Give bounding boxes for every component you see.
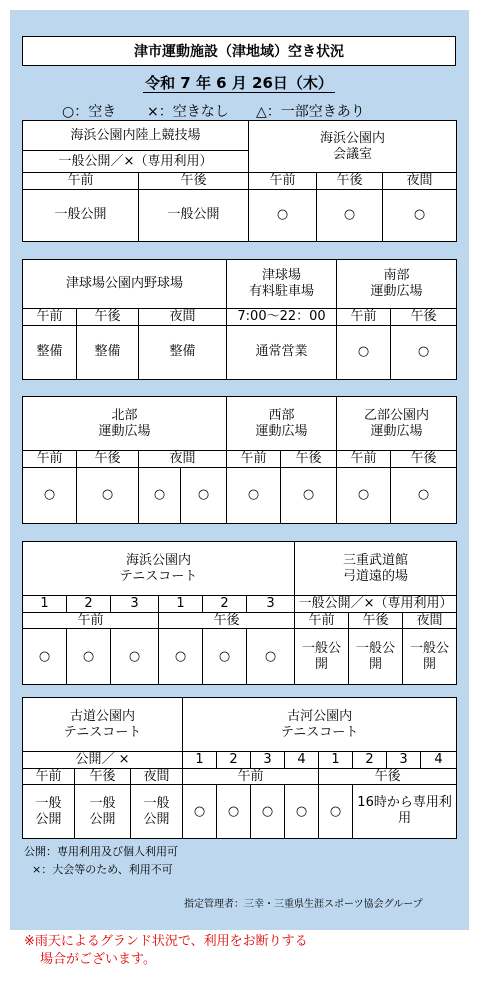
col-am: 午前 bbox=[249, 173, 317, 190]
status-cell: ○ bbox=[251, 785, 285, 839]
header-kaihin-tennis: 海浜公園内 テニスコート bbox=[23, 542, 295, 596]
status-cell: 整備 bbox=[139, 325, 227, 379]
status-cell: ○ bbox=[317, 189, 383, 241]
court-number: 2 bbox=[203, 596, 247, 613]
status-cell: ○ bbox=[391, 467, 457, 523]
col-pm: 午後 bbox=[317, 173, 383, 190]
col-am: 午前 bbox=[337, 451, 391, 468]
col-pm: 午後 bbox=[139, 173, 249, 190]
status-cell: ○ bbox=[391, 325, 457, 379]
court-number: 1 bbox=[159, 596, 203, 613]
status-cell: 通常営業 bbox=[227, 325, 337, 379]
header-furukawa: 古河公園内 テニスコート bbox=[183, 698, 457, 752]
court-number: 3 bbox=[251, 752, 285, 769]
court-number: 2 bbox=[217, 752, 251, 769]
col-am: 午前 bbox=[23, 451, 77, 468]
status-cell: ○ bbox=[23, 629, 67, 685]
status-cell: 一般 公開 bbox=[75, 785, 131, 839]
note-kokai: 公開：専用利用及び個人利用可 bbox=[24, 845, 178, 858]
status-cell: ○ bbox=[139, 467, 181, 523]
col-night: 夜間 bbox=[139, 451, 227, 468]
status-cell: ○ bbox=[183, 785, 217, 839]
col-pm: 午後 bbox=[391, 309, 457, 326]
status-cell: 整備 bbox=[77, 325, 139, 379]
status-cell: ○ bbox=[111, 629, 159, 685]
status-cell: 一般公 開 bbox=[295, 629, 349, 685]
court-number: 1 bbox=[183, 752, 217, 769]
status-cell: ○ bbox=[319, 785, 353, 839]
legend-partial: △：一部空きあり bbox=[256, 104, 365, 120]
court-number: 2 bbox=[67, 596, 111, 613]
col-am: 午前 bbox=[227, 451, 281, 468]
col-pm: 午後 bbox=[77, 309, 139, 326]
budokan-subheader: 一般公開／×（専用利用） bbox=[295, 596, 457, 613]
col-night: 夜間 bbox=[403, 612, 457, 629]
status-cell: ○ bbox=[77, 467, 139, 523]
col-pm: 午後 bbox=[319, 768, 457, 785]
header-baseball: 津球場公園内野球場 bbox=[23, 260, 227, 309]
col-am: 午前 bbox=[337, 309, 391, 326]
block-tsu-baseball bbox=[22, 259, 457, 380]
court-number: 4 bbox=[421, 752, 457, 769]
status-cell: ○ bbox=[337, 467, 391, 523]
header-nanbu: 南部 運動広場 bbox=[337, 260, 457, 309]
manager-credit: 指定管理者：三幸・三重県生涯スポーツ協会グループ bbox=[184, 899, 423, 910]
court-number: 1 bbox=[319, 752, 353, 769]
court-number: 4 bbox=[285, 752, 319, 769]
status-cell: ○ bbox=[383, 189, 457, 241]
legend-available: ○：空き bbox=[62, 104, 117, 120]
col-am: 午前 bbox=[23, 173, 139, 190]
block-kaihin-track bbox=[22, 120, 457, 242]
court-number: 2 bbox=[353, 752, 387, 769]
status-cell: ○ bbox=[249, 189, 317, 241]
status-cell: ○ bbox=[337, 325, 391, 379]
court-number: 1 bbox=[23, 596, 67, 613]
status-cell: 一般公開 bbox=[139, 189, 249, 241]
col-am: 午前 bbox=[295, 612, 349, 629]
warning-line-2: 場合がございます。 bbox=[40, 951, 156, 967]
header-parking: 津球場 有料駐車場 bbox=[227, 260, 337, 309]
status-cell: ○ bbox=[217, 785, 251, 839]
header-budokan: 三重武道館 弓道遠的場 bbox=[295, 542, 457, 596]
status-cell: ○ bbox=[159, 629, 203, 685]
col-am: 午前 bbox=[23, 768, 75, 785]
col-night: 夜間 bbox=[131, 768, 183, 785]
status-cell: ○ bbox=[67, 629, 111, 685]
status-cell: ○ bbox=[281, 467, 337, 523]
header-seibu: 西部 運動広場 bbox=[227, 397, 337, 451]
header-otobe: 乙部公園内 運動広場 bbox=[337, 397, 457, 451]
col-pm: 午後 bbox=[77, 451, 139, 468]
warning-line-1: ※雨天によるグランド状況で、利用をお断りする bbox=[24, 934, 308, 949]
col-night: 夜間 bbox=[383, 173, 457, 190]
header-track: 海浜公園内陸上競技場 bbox=[23, 121, 249, 151]
header-furumichi: 古道公園内 テニスコート bbox=[23, 698, 183, 752]
status-cell: ○ bbox=[285, 785, 319, 839]
status-date bbox=[0, 72, 478, 93]
status-cell: 一般公開 bbox=[23, 189, 139, 241]
header-hokubu: 北部 運動広場 bbox=[23, 397, 227, 451]
col-pm: 午後 bbox=[75, 768, 131, 785]
status-cell: ○ bbox=[203, 629, 247, 685]
date-text: 令和 7 年 6 月 26日（木） bbox=[145, 74, 333, 92]
track-subheader: 一般公開／×（専用利用） bbox=[23, 151, 249, 173]
status-cell: ○ bbox=[181, 467, 227, 523]
page-title: 津市運動施設（津地域）空き状況 bbox=[22, 36, 456, 66]
col-hours: 7:00～22：00 bbox=[227, 309, 337, 326]
col-am: 午前 bbox=[23, 612, 159, 629]
status-cell: ○ bbox=[227, 467, 281, 523]
rain-warning bbox=[24, 933, 308, 968]
legend-full: ×：空きなし bbox=[147, 104, 229, 120]
status-cell: 一般 公開 bbox=[23, 785, 75, 839]
court-number: 3 bbox=[111, 596, 159, 613]
col-pm: 午後 bbox=[159, 612, 295, 629]
status-cell: 整備 bbox=[23, 325, 77, 379]
block-tennis-courts bbox=[22, 697, 457, 839]
status-cell: ○ bbox=[23, 467, 77, 523]
status-cell: 一般公 開 bbox=[403, 629, 457, 685]
block-grounds bbox=[22, 396, 457, 524]
note-batsu: ×：大会等のため、利用不可 bbox=[32, 863, 173, 876]
status-cell: 一般 公開 bbox=[131, 785, 183, 839]
status-cell: ○ bbox=[247, 629, 295, 685]
status-cell: 一般公 開 bbox=[349, 629, 403, 685]
col-pm: 午後 bbox=[281, 451, 337, 468]
col-pm: 午後 bbox=[391, 451, 457, 468]
col-am: 午前 bbox=[23, 309, 77, 326]
header-meeting-room: 海浜公園内 会議室 bbox=[249, 121, 457, 173]
furumichi-subheader: 公開／ × bbox=[23, 752, 183, 769]
court-number: 3 bbox=[387, 752, 421, 769]
status-note: 16時から専用利用 bbox=[353, 785, 457, 839]
court-number: 3 bbox=[247, 596, 295, 613]
col-pm: 午後 bbox=[349, 612, 403, 629]
col-am: 午前 bbox=[183, 768, 319, 785]
col-night: 夜間 bbox=[139, 309, 227, 326]
block-kaihin-tennis bbox=[22, 541, 457, 685]
